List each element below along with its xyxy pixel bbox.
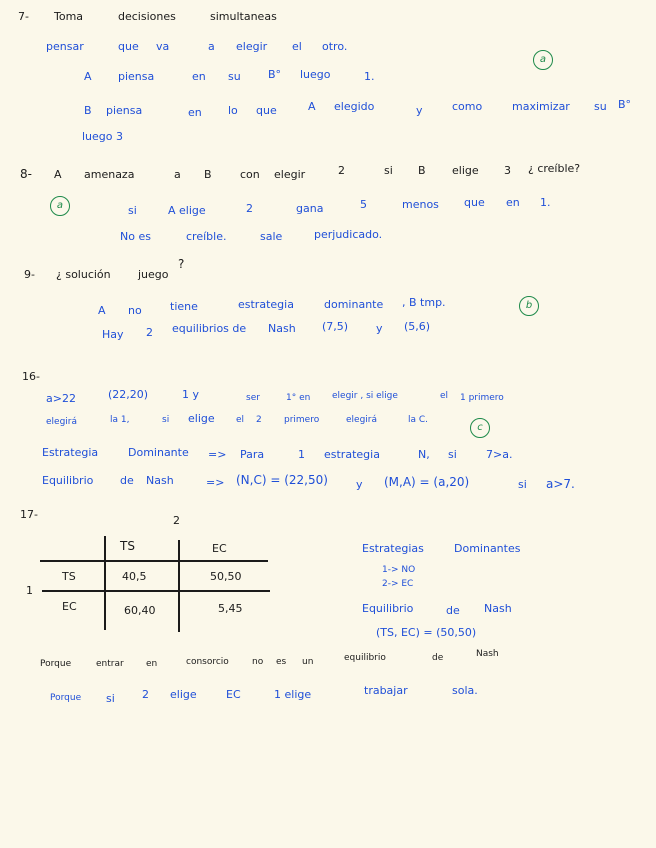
q7-l3: como <box>452 100 483 113</box>
q7-l4: luego 3 <box>82 130 124 143</box>
q8-l2: perjudicado. <box>314 228 383 241</box>
table-cell: 50,50 <box>210 570 242 583</box>
q9-title: juego <box>138 268 169 281</box>
q8-title: 2 <box>338 164 345 177</box>
q7-l1: que <box>118 40 139 53</box>
q17-l1: un <box>302 657 314 667</box>
q7-number: 7- <box>18 10 29 23</box>
table-vline <box>104 536 106 630</box>
q16-l2: la C. <box>408 415 429 425</box>
q16-l2: elegirá <box>346 415 378 425</box>
q17-player-row: 1 <box>26 584 33 597</box>
q16-l3: Dominante <box>128 446 189 459</box>
q7-l3: y <box>416 104 423 117</box>
q7-title-word: simultaneas <box>210 10 277 23</box>
q7-l2: B° <box>268 68 282 81</box>
q8-l1: si <box>128 204 137 217</box>
q17-l2: Porque <box>50 693 82 703</box>
side-title: Estrategias <box>362 542 424 555</box>
q7-l1: va <box>156 40 170 53</box>
q8-l1: que <box>464 196 485 209</box>
q16-l3: Estrategia <box>42 446 99 459</box>
table-row-label: TS <box>62 570 76 583</box>
q17-l2: EC <box>226 688 241 701</box>
q16-l4: a>7. <box>546 477 575 491</box>
table-row-label: EC <box>62 600 77 613</box>
q8-answer-circle: a <box>50 196 70 216</box>
q9-title: ? <box>178 257 185 271</box>
q9-l2: y <box>376 322 383 335</box>
q7-l1: otro. <box>322 40 348 53</box>
table-vline <box>178 540 180 632</box>
side-eq: Nash <box>484 602 512 615</box>
side-eq: de <box>446 604 460 617</box>
q16-l4: (M,A) = (a,20) <box>384 475 470 489</box>
q7-title-word: Toma <box>54 10 84 23</box>
q16-l1: (22,20) <box>108 388 149 401</box>
q7-l3: B° <box>618 98 632 111</box>
q9-l2: equilibrios de <box>172 322 247 335</box>
q7-l1: el <box>292 40 302 53</box>
q16-l1: ser <box>246 393 260 403</box>
q9-l1: A <box>98 304 106 317</box>
q9-l1: estrategia <box>238 298 294 311</box>
q8-title: amenaza <box>84 168 135 181</box>
q7-l2: 1. <box>364 70 375 83</box>
q7-answer-circle: a <box>533 50 553 70</box>
q7-l3: B <box>84 104 92 117</box>
table-col-header: TS <box>120 539 135 553</box>
q17-l2: si <box>106 692 115 705</box>
q8-l1: 1. <box>540 196 551 209</box>
q8-l1: A elige <box>168 204 206 217</box>
side-eq-value: (TS, EC) = (50,50) <box>376 626 477 639</box>
q8-l1: 2 <box>246 202 253 215</box>
q7-l2: piensa <box>118 70 155 83</box>
q16-l2: elegirá <box>46 417 78 427</box>
q17-l1: no <box>252 657 264 667</box>
q17-l2: 2 <box>142 688 149 701</box>
q17-l2: sola. <box>452 684 478 697</box>
q16-l1: el <box>440 391 449 401</box>
q7-l3: su <box>594 100 607 113</box>
q17-l1: equilibrio <box>344 653 386 663</box>
q8-l2: No es <box>120 230 151 243</box>
table-hline <box>42 590 270 592</box>
q16-l1: a>22 <box>46 392 76 405</box>
q8-title: elige <box>452 164 479 177</box>
q16-l2: 2 <box>256 415 262 425</box>
q7-l3: que <box>256 104 277 117</box>
table-hline <box>40 560 268 562</box>
q8-title: ¿ creíble? <box>528 162 581 175</box>
q7-l3: elegido <box>334 100 375 113</box>
q16-l3: estrategia <box>324 448 380 461</box>
q16-l4: Equilibrio <box>42 474 94 487</box>
side-line: 2-> EC <box>382 579 414 589</box>
q7-l3: A <box>308 100 316 113</box>
q16-l2: el <box>236 415 245 425</box>
q9-title: ¿ solución <box>56 268 111 281</box>
q8-title: elegir <box>274 168 306 181</box>
q7-l1: pensar <box>46 40 84 53</box>
q16-l2: elige <box>188 412 215 425</box>
q9-l2: Nash <box>268 322 296 335</box>
q7-l1: a <box>208 40 215 53</box>
q9-l2: (5,6) <box>404 320 431 333</box>
q16-l4: (N,C) = (22,50) <box>236 473 328 487</box>
q7-l3: maximizar <box>512 100 570 113</box>
q16-l3: => <box>208 448 227 461</box>
q16-l4: si <box>518 478 527 491</box>
q17-l1: consorcio <box>186 657 229 667</box>
q16-number: 16- <box>22 370 40 383</box>
q7-l1: elegir <box>236 40 268 53</box>
q8-title: a <box>174 168 181 181</box>
q7-l3: en <box>188 106 202 119</box>
q9-answer-circle: b <box>519 296 539 316</box>
q8-number: 8- <box>20 167 32 181</box>
q16-l4: Nash <box>146 474 174 487</box>
q17-l1: entrar <box>96 659 124 669</box>
q8-title: B <box>204 168 212 181</box>
q8-l1: gana <box>296 202 324 215</box>
q16-l3: 7>a. <box>486 448 513 461</box>
q8-title: B <box>418 164 426 177</box>
q16-l2: primero <box>284 415 320 425</box>
q17-l1: en <box>146 659 158 669</box>
q9-l2: 2 <box>146 326 153 339</box>
side-title: Dominantes <box>454 542 521 555</box>
table-cell: 60,40 <box>124 604 156 617</box>
q17-l2: 1 elige <box>274 688 312 701</box>
q7-title-word: decisiones <box>118 10 176 23</box>
q17-l1: Nash <box>476 649 499 659</box>
q9-number: 9- <box>24 268 35 281</box>
side-eq: Equilibrio <box>362 602 414 615</box>
q8-title: A <box>54 168 62 181</box>
q16-l4: de <box>120 474 134 487</box>
q17-l2: elige <box>170 688 197 701</box>
q16-l4: => <box>206 476 225 489</box>
q7-l3: piensa <box>106 104 143 117</box>
q8-title: si <box>384 164 393 177</box>
q16-l3: N, <box>418 448 430 461</box>
q9-l1: dominante <box>324 298 384 311</box>
q8-l1: menos <box>402 198 439 211</box>
q7-l3: lo <box>228 104 238 117</box>
q16-l2: la 1, <box>110 415 130 425</box>
table-cell: 5,45 <box>218 602 243 615</box>
q8-l1: en <box>506 196 520 209</box>
q7-l2: luego <box>300 68 331 81</box>
table-col-header: EC <box>212 542 227 555</box>
q8-title: con <box>240 168 260 181</box>
q16-l1: 1 y <box>182 388 200 401</box>
q8-l2: creíble. <box>186 230 227 243</box>
q17-l1: Porque <box>40 659 72 669</box>
q16-l1: elegir , si elige <box>332 391 398 401</box>
q9-l1: tiene <box>170 300 198 313</box>
q7-l2: su <box>228 70 241 83</box>
q16-l2: si <box>162 415 170 425</box>
q16-l1: 1° en <box>286 393 311 403</box>
table-cell: 40,5 <box>122 570 147 583</box>
q8-l2: sale <box>260 230 283 243</box>
q17-number: 17- <box>20 508 38 521</box>
q7-l2: A <box>84 70 92 83</box>
q9-l1: , B tmp. <box>402 296 446 309</box>
q7-l2: en <box>192 70 206 83</box>
q16-l1: 1 primero <box>460 393 504 403</box>
q17-player-col: 2 <box>173 514 180 527</box>
q16-l3: Para <box>240 448 265 461</box>
q16-l4: y <box>356 478 363 491</box>
q9-l1: no <box>128 304 142 317</box>
side-line: 1-> NO <box>382 565 416 575</box>
q16-answer-circle: c <box>470 418 490 438</box>
q17-l1: es <box>276 657 287 667</box>
q8-title: 3 <box>504 164 511 177</box>
q9-l2: (7,5) <box>322 320 349 333</box>
q8-l1: 5 <box>360 198 367 211</box>
q17-l1: de <box>432 653 444 663</box>
q9-l2: Hay <box>102 328 124 341</box>
q16-l3: si <box>448 448 457 461</box>
q17-l2: trabajar <box>364 684 408 697</box>
q16-l3: 1 <box>298 448 305 461</box>
